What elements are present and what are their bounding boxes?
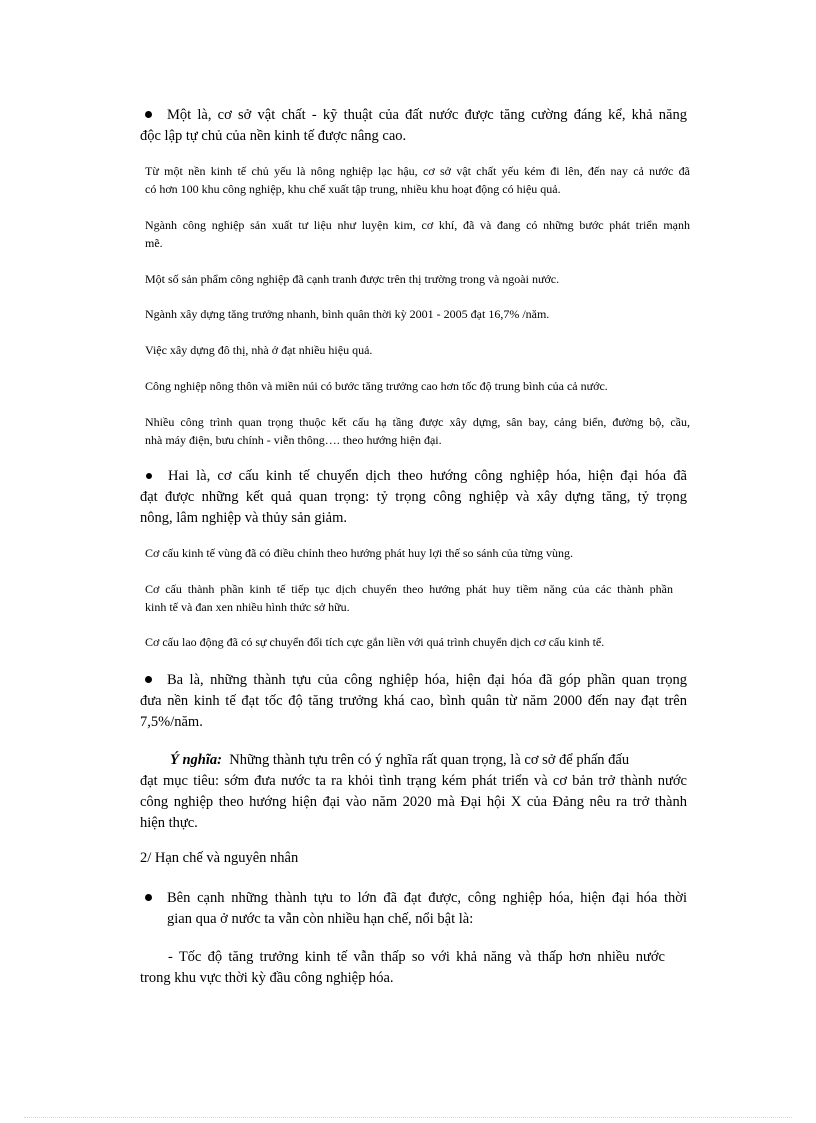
bullet-icon	[145, 676, 152, 683]
bullet-icon	[145, 111, 152, 118]
paragraph-7-line-2: nhà máy điện, bưu chính - viễn thông…. theo hướng hiện đại.	[145, 433, 442, 447]
significance-label: Ý nghĩa:	[170, 752, 222, 768]
paragraph-2-line-2: mẽ.	[145, 236, 163, 250]
significance-line-2: đạt mục tiêu: sớm đưa nước ta ra khỏi tình trạng kém phát triển và cơ bản trở thành nước	[140, 773, 687, 789]
bullet-paragraph-2-line-1: Hai là, cơ cấu kinh tế chuyển dịch theo hướng công nghiệp hóa, hiện đại hóa đã	[168, 468, 687, 484]
bullet-paragraph-4-line-2: gian qua ở nước ta vẫn còn nhiều hạn chế, nổi bật là:	[167, 911, 474, 927]
bullet-icon	[145, 894, 152, 901]
bullet-paragraph-3-line-1: Ba là, những thành tựu của công nghiệp hóa, hiện đại hóa đã góp phần quan trọng	[167, 672, 687, 688]
bullet-paragraph-1-line-2: độc lập tự chủ của nền kinh tế được nâng cao.	[140, 128, 407, 144]
paragraph-2-line-1: Ngành công nghiệp sản xuất tư liệu như luyện kim, cơ khí, đã và đang có những bước phát triển mạnh	[145, 218, 690, 232]
significance-line-3: công nghiệp theo hướng hiện đại vào năm 2020 mà Đại hội X của Đảng nêu ra trở thành	[140, 794, 687, 810]
bullet-paragraph-3-line-3: 7,5%/năm.	[140, 714, 203, 730]
paragraph-11-line-1: - Tốc độ tăng trưởng kinh tế vẫn thấp so với khả năng và thấp hơn nhiều nước	[168, 949, 665, 965]
significance-line-4: hiện thực.	[140, 815, 198, 831]
significance-line-1	[140, 750, 687, 771]
paragraph-11-line-2: trong khu vực thời kỳ đầu công nghiệp hóa.	[140, 970, 394, 986]
paragraph-9-line-1: Cơ cấu thành phần kinh tế tiếp tục dịch chuyển theo hướng phát huy tiềm năng của các thành phần	[145, 582, 673, 596]
paragraph-8: Cơ cấu kinh tế vùng đã có điều chỉnh theo hướng phát huy lợi thế so sánh của từng vùng.	[145, 546, 573, 560]
paragraph-1-line-1: Từ một nền kinh tế chủ yếu là nông nghiệp lạc hậu, cơ sở vật chất yếu kém đi lên, đến nay cả nước đã	[145, 164, 690, 178]
bullet-icon	[146, 473, 152, 479]
bullet-paragraph-2-line-3: nông, lâm nghiệp và thủy sản giảm.	[140, 510, 347, 526]
bullet-paragraph-2-line-2: đạt được những kết quả quan trọng: tỷ trọng công nghiệp và xây dựng tăng, tỷ trọng	[140, 489, 687, 505]
paragraph-1-line-2: có hơn 100 khu công nghiệp, khu chế xuất tập trung, nhiều khu hoạt động có hiệu quả.	[145, 182, 561, 196]
bullet-paragraph-3-line-2: đưa nền kinh tế đạt tốc độ tăng trưởng khá cao, bình quân từ năm 2000 đến nay đạt trên	[140, 693, 687, 709]
section-heading-2: 2/ Hạn chế và nguyên nhân	[140, 850, 299, 866]
page-bottom-divider	[24, 1117, 792, 1118]
bullet-paragraph-1-line-1: Một là, cơ sở vật chất - kỹ thuật của đất nước được tăng cường đáng kể, khả năng	[167, 107, 687, 123]
paragraph-10: Cơ cấu lao động đã có sự chuyển đổi tích cực gắn liền với quá trình chuyển dịch cơ cấu kinh tế.	[145, 635, 605, 649]
paragraph-6: Công nghiệp nông thôn và miền núi có bước tăng trưởng cao hơn tốc độ trung bình của cả nước.	[145, 379, 608, 393]
significance-text: Những thành tựu trên có ý nghĩa rất quan trọng, là cơ sở để phấn đấu	[229, 752, 630, 768]
paragraph-7-line-1: Nhiều công trình quan trọng thuộc kết cấu hạ tầng được xây dựng, sân bay, cảng biển, đường bộ, cầu,	[145, 415, 690, 429]
paragraph-3: Một số sản phẩm công nghiệp đã cạnh tranh được trên thị trường trong và ngoài nước.	[145, 272, 560, 286]
paragraph-9-line-2: kinh tế và đan xen nhiều hình thức sở hữu.	[145, 600, 350, 614]
bullet-paragraph-4-line-1: Bên cạnh những thành tựu to lớn đã đạt được, công nghiệp hóa, hiện đại hóa thời	[167, 890, 687, 906]
paragraph-4: Ngành xây dựng tăng trưởng nhanh, bình quân thời kỳ 2001 - 2005 đạt 16,7% /năm.	[145, 307, 550, 321]
paragraph-5: Việc xây dựng đô thị, nhà ở đạt nhiều hiệu quả.	[145, 343, 373, 357]
